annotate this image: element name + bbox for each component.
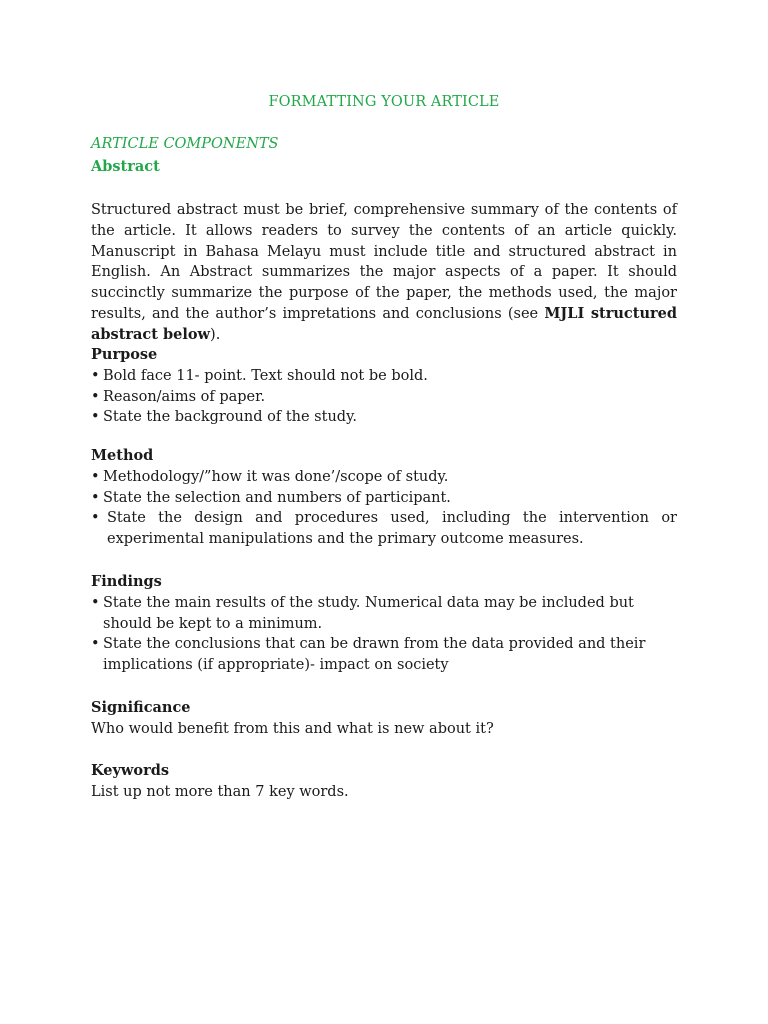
significance-text: Who would benefit from this and what is new about it? (91, 720, 494, 737)
section-heading: ARTICLE COMPONENTS (91, 136, 279, 152)
abstract-paragraph (91, 200, 677, 346)
list-item: • Reason/aims of paper. (91, 387, 677, 408)
list-item: • State the design and procedures used, including the intervention or experimental manipulations and the primary outcome measures. (91, 508, 677, 550)
keywords-text: List up not more than 7 key words. (91, 783, 349, 800)
findings-list (91, 593, 677, 676)
purpose-heading: Purpose (91, 346, 158, 363)
significance-heading: Significance (91, 699, 191, 716)
abstract-text: Structured abstract must be brief, comprehensive summary of the contents of the article. It allows readers to survey the contents of an article quickly. Manuscript in Bahasa Melayu must include title and structured abstract in English. An Abstract summarizes the major aspects of a paper. It should succinctly summarize the purpose of the paper, the methods used, the major results, and the author’s impretations and conclusions (see (91, 202, 677, 322)
method-list (91, 467, 677, 550)
keywords-section (91, 761, 677, 803)
list-item: • Bold face 11- point. Text should not be bold. (91, 366, 677, 387)
purpose-list (91, 366, 677, 428)
abstract-text-end: ). (210, 326, 221, 343)
abstract-heading: Abstract (91, 158, 160, 175)
method-section (91, 446, 677, 550)
purpose-section (91, 345, 677, 428)
method-heading: Method (91, 447, 154, 464)
findings-heading: Findings (91, 573, 162, 590)
abstract-bold-reference: MJLI structured abstract below (91, 304, 677, 343)
page-title: FORMATTING YOUR ARTICLE (268, 94, 500, 110)
list-item: • State the main results of the study. Numerical data may be included but should be kept to a minimum. (91, 593, 677, 635)
list-item: • Methodology/”how it was done’/scope of study. (91, 467, 677, 488)
findings-section (91, 572, 677, 676)
keywords-heading: Keywords (91, 762, 170, 779)
list-item: • State the selection and numbers of participant. (91, 488, 677, 509)
significance-section (91, 698, 677, 740)
list-item: • State the background of the study. (91, 407, 677, 428)
list-item: • State the conclusions that can be drawn from the data provided and their implications (if appropriate)- impact on society (91, 634, 677, 676)
